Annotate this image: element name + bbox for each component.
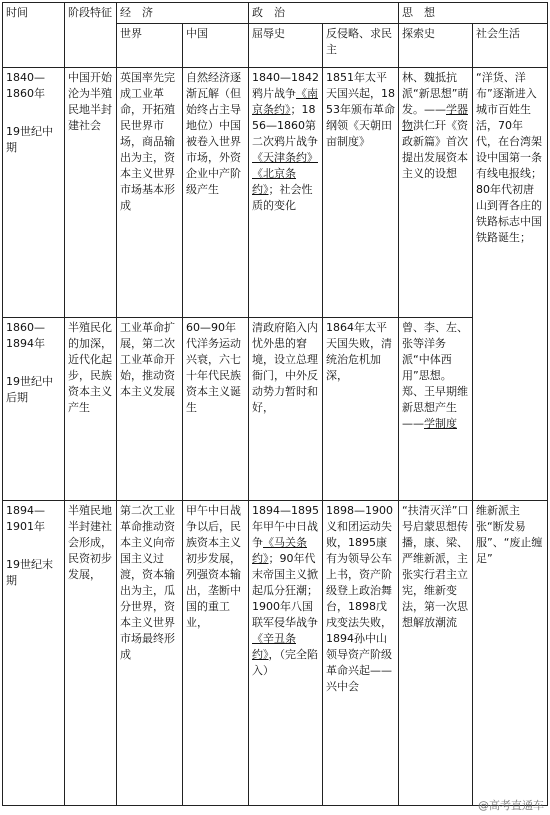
humiliation-cell (249, 68, 323, 318)
header-humiliation: 屈辱史 (249, 24, 323, 68)
time-range-start: 1840— (6, 71, 45, 84)
resistance-cell: 1898—1900义和团运动失败，1895康有为领导公车上书，资产阶级登上政治舞台，1898戊戌变法失败，1894孙中山领导资产阶级革命兴起——兴中会 (323, 501, 399, 806)
header-social-life: 社会生活 (473, 24, 548, 68)
text-segment: 1840—1842鸦片战争 (252, 71, 319, 100)
resistance-cell: 1864年太平天国失败，清统治危机加深， (323, 318, 399, 501)
text-segment: 洪仁玕《资政新篇》首次提出发展资本主义的设想 (402, 119, 468, 180)
treaty-name: 《天津条约》 (252, 151, 318, 164)
table-row (3, 318, 548, 501)
stage-cell: 半殖民化的加深，近代化起步，民族资本主义产生 (65, 318, 117, 501)
humiliation-cell (249, 501, 323, 806)
time-range-end: 1901年 (6, 520, 45, 533)
china-economy-cell: 60—90年代洋务运动兴衰，六七十年代民族资本主义诞生 (183, 318, 249, 501)
resistance-cell: 1851年太平天国兴起，1853年颁布革命纲领《天朝田亩制度》 (323, 68, 399, 318)
watermark: @高考直通车 (478, 799, 544, 812)
humiliation-cell: 清政府陷入内忧外患的窘境，设立总理衙门，中外反动势力暂时和好， (249, 318, 323, 501)
time-range-start: 1894— (6, 504, 45, 517)
time-cell (3, 501, 65, 806)
time-range-end: 1860年 (6, 87, 45, 100)
china-economy-cell: 自然经济逐渐瓦解（但始终占主导地位）中国被卷入世界市场，外资企业中产阶级产生 (183, 68, 249, 318)
time-period: 19世纪末期 (6, 558, 53, 587)
china-economy-cell: 甲午中日战争以后，民族资本主义初步发展，列强资本输出，垄断中国的重工业， (183, 501, 249, 806)
text-segment: 1894—1895年甲午中日战争 (252, 504, 319, 549)
world-economy-cell: 工业革命扩展，第二次工业革命开始，推动资本主义发展 (117, 318, 183, 501)
treaty-name: 《南京条约》 (252, 87, 318, 116)
stage-cell: 半殖民地半封建社会形成，民资初步发展， (65, 501, 117, 806)
world-economy-cell: 英国率先完成工业革命，开拓殖民世界市场，商品输出为主，资本主义世界市场基本形成 (117, 68, 183, 318)
header-politics: 政 治 (249, 3, 399, 24)
header-china: 中国 (183, 24, 249, 68)
text-segment: ；90年代末帝国主义掀起瓜分狂潮；1900年八国联军侵华战争 (252, 552, 318, 629)
header-world: 世界 (117, 24, 183, 68)
header-thought: 思 想 (399, 3, 548, 24)
text-segment: 曾、李、左、张等洋务派“中体西用”思想。郑、王早期维新思想产生—— (402, 321, 468, 430)
history-table (2, 2, 548, 806)
table-row (3, 68, 548, 318)
world-economy-cell: 第二次工业革命推动资本主义向帝国主义过渡，资本输出为主，瓜分世界，资本主义世界市场最终形成 (117, 501, 183, 806)
keyword: 学器物 (402, 103, 468, 132)
header-exploration: 探索史 (399, 24, 473, 68)
header-stage: 阶段特征 (65, 3, 117, 68)
text-segment: ，（完全陷入） (252, 648, 318, 677)
stage-cell: 中国开始沦为半殖民地半封建社会 (65, 68, 117, 318)
keyword: 学制度 (424, 417, 457, 430)
social-life-cell: 维新派主张“断发易服”、“废止缠足” (473, 501, 548, 806)
text-segment: ；社会性质的变化 (252, 183, 313, 212)
table-row (3, 501, 548, 806)
time-range-start: 1860— (6, 321, 45, 334)
header-time: 时间 (3, 3, 65, 68)
text-segment: 林、魏抵抗派“新思想”萌发。—— (402, 71, 469, 116)
exploration-cell: “扶清灭洋”口号启蒙思想传播，康、梁、严维新派，主张实行君主立宪，维新变法，第一次思想解放潮流 (399, 501, 473, 806)
header-resistance: 反侵略、求民主 (323, 24, 399, 68)
time-period: 19世纪中期 (6, 125, 53, 154)
time-period: 19世纪中后期 (6, 375, 53, 404)
treaty-name: 《北京条约》 (252, 167, 296, 196)
social-life-cell: “洋货、洋布”逐渐进入城市百姓生活，70年代，在台湾架设中国第一条有线电报线；80年代初唐山到胥各庄的铁路标志中国铁路诞生； (473, 68, 548, 501)
treaty-name: 《辛丑条约》 (252, 632, 296, 661)
time-cell (3, 68, 65, 318)
time-range-end: 1894年 (6, 337, 45, 350)
treaty-name: 《马关条约》 (252, 536, 307, 565)
header-row-top (3, 3, 548, 24)
header-economy: 经 济 (117, 3, 249, 24)
time-cell (3, 318, 65, 501)
exploration-cell (399, 68, 473, 318)
exploration-cell (399, 318, 473, 501)
text-segment: ；1856—1860第二次鸦片战争 (252, 103, 318, 148)
